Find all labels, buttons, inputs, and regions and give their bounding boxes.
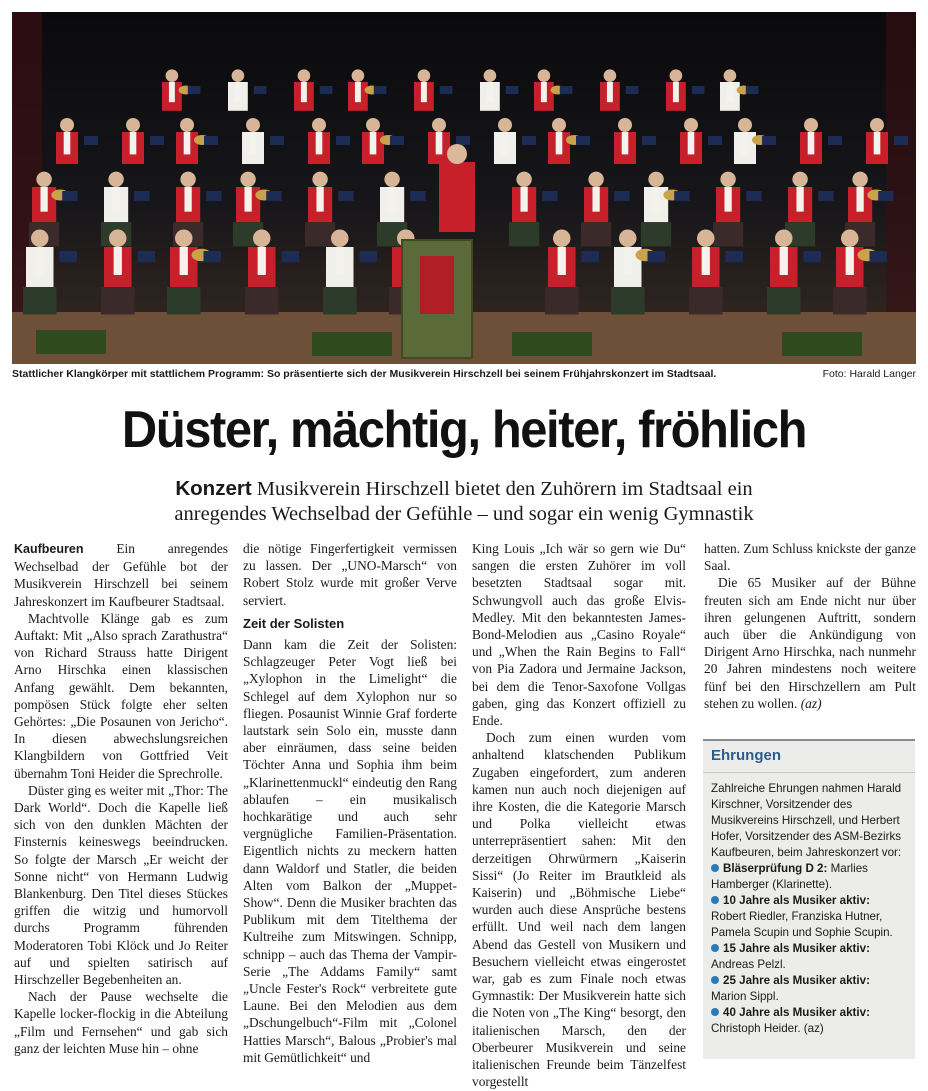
article-column-1 xyxy=(14,540,228,1057)
subhead-line1: Musikverein Hirschzell bietet den Zuhörern im Stadtsaal ein xyxy=(256,478,753,500)
headline: Düster, mächtig, heiter, fröhlich xyxy=(121,401,807,459)
photo-caption xyxy=(12,368,916,384)
bullet-icon xyxy=(711,896,719,904)
conductor xyxy=(439,162,475,232)
section-heading: Zeit der Solisten xyxy=(243,615,345,631)
honor-names: Marlies Hamberger (Klarinette). xyxy=(711,862,868,891)
honor-label: 25 Jahre als Musiker aktiv: xyxy=(723,974,870,987)
honor-names: Marion Sippl. xyxy=(711,990,779,1003)
honor-item xyxy=(711,893,907,941)
honor-label: Bläserprüfung D 2: xyxy=(723,862,828,875)
sidebar-title: Ehrungen xyxy=(703,741,915,773)
paragraph: Machtvolle Klänge gab es zum Auftakt: Mit „Also sprach Zarathustra“ von Richard Strauss hatte Dirigent Arno Hirschka einen klassischen Anfang gewählt. Dem bekannten, pompösen Stück folgte eher selten Gehörtes: „Die Posaunen von Jericho“. In diesen abwechslungsreichen Klangbildern von Gottfried Veit übernahm Toni Heider die Sprechrolle. xyxy=(14,610,228,781)
bullet-icon xyxy=(711,976,719,984)
paragraph: Ein anregendes Wechselbad der Gefühle bot der Musikverein Hirschzell bei seinem Jahreskonzert im Kaufbeurer Stadtsaal. xyxy=(14,541,228,609)
honor-item xyxy=(711,1005,907,1037)
honor-label: 40 Jahre als Musiker aktiv: xyxy=(723,1006,870,1019)
subheadline xyxy=(0,476,928,527)
paragraph: Düster ging es weiter mit „Thor: The Dark World“. Doch die Kapelle ließ sich von den dunklen Mächten der Finsternis keineswegs beeindrucken. So folgte der Marsch „Er weicht der Sonne nicht“ von Hermann Ludwig Blankenburg. Den Titel dieses Stückes griffen die witzig und humorvoll durchs Programm führenden Moderatoren Tobi Klöck und Jo Reiter auf und spielten satirisch auf Hirschzeller Begebenheiten an. xyxy=(14,782,228,988)
paragraph: hatten. Zum Schluss knickste der ganze Saal. xyxy=(704,541,916,574)
honor-names: Robert Riedler, Franziska Hutner, Pamela Scupin und Sophie Scupin. xyxy=(711,910,893,939)
paragraph: Die 65 Musiker auf der Bühne freuten sich am Ende nicht nur über ihren gelungenen Auftritt, sondern auch über die Ankündigung von Dirigent Arno Hirschka, nach nunmehr 20 Jahren mindestens noch weitere fünf bei den Hirschzellern am Pult stehen zu wollen. xyxy=(704,575,916,711)
paragraph: Dann kam die Zeit der Solisten: Schlagzeuger Peter Vogt ließ bei „Xylophon in the Limelight“ die Schlegel auf dem Xylophon nur so fliegen. Posaunist Winnie Graf forderte lautstark sein Solo ein, musste dann aber einräumen, dass seine beiden Töchter Anna und Sophia ihm beim „Klarinettenmuckl“ eindeutig den Rang ablaufen – ein musikalisch hochkarätige und auch sehr vergnügliche Familien-Präsentation. Eigentlich nichts zu meckern hatten dann Waldorf und Statler, die beiden Alten vom Balkon der „Muppet-Show“. Denn die Musiker brachten das Publikum mit dem Titelthema der Kultreihe zum Mitswingen. Schnipp, schnipp – auch das Thema der Vampir-Serie „The Addams Family“ samt „Uncle Fester's Rock“ verbreitete gute Laune. Bei den Melodien aus dem „Dschungelbuch“-Film mit „Colonel Hatties Marsch“, Balous „Probier's mal mit Gemütlichkeit“ und xyxy=(243,637,457,1065)
paragraph: King Louis „Ich wär so gern wie Du“ sangen die ersten Zuhörer im voll besetzten Stadtsaal sogar mit. Schwungvoll auch das große Elvis-Medley. Mit den bekanntesten James-Bond-Melodien aus „Casino Royale“ und „When the Rain Begins to Fall“ von Pia Zadora und Jermaine Jackson, bei dem die Tenor-Saxofone Vollgas gaben, ging das Konzert offiziell zu Ende. xyxy=(472,541,686,729)
author-signature: (az) xyxy=(800,695,822,711)
honor-label: 10 Jahre als Musiker aktiv: xyxy=(723,894,870,907)
paragraph: Nach der Pause wechselte die Kapelle locker-flockig in die Abteilung „Film und Fernsehen“ und gab sich ganz der leichten Muse hin – ohne xyxy=(14,989,228,1056)
caption-text: Stattlicher Klangkörper mit stattlichem Programm: So präsentierte sich der Musikverein Hirschzell bei seinem Frühjahrskonzert im Stadtsaal. xyxy=(12,368,717,380)
concert-photo xyxy=(12,12,916,364)
sidebar-ehrungen xyxy=(703,739,915,1059)
sidebar-intro: Zahlreiche Ehrungen nahmen Harald Kirschner, Vorsitzender des Musikvereins Hirschzell, und Herbert Hofer, Vorsitzender des ASM-Bezirks Kaufbeuren, beim Jahreskonzert vor: xyxy=(711,782,902,859)
paragraph: die nötige Fingerfertigkeit vermissen zu lassen. Der „UNO-Marsch“ von Robert Stolz wurde mit großer Verve serviert. xyxy=(243,541,457,608)
bullet-icon xyxy=(711,944,719,952)
bullet-icon xyxy=(711,864,719,872)
honor-names: Christoph Heider. (az) xyxy=(711,1022,824,1035)
band-illustration xyxy=(12,12,916,364)
bullet-icon xyxy=(711,1008,719,1016)
article-column-3 xyxy=(472,540,686,1091)
article-column-4 xyxy=(704,540,916,712)
honor-item xyxy=(711,941,907,973)
honor-label: 15 Jahre als Musiker aktiv: xyxy=(723,942,870,955)
article-column-2 xyxy=(243,540,457,1066)
photo-credit: Foto: Harald Langer xyxy=(822,368,916,380)
paragraph: Doch zum einen wurden vom anhaltend klatschenden Publikum Zugaben eingefordert, zum anderen kamen nun auch noch diejenigen auf ihre Kosten, die die Kategorie Marsch und Polka vielleicht etwas unterrepräsentiert sahen: Mit den derzeitigen Ohrwürmern „Kaiserin Sissi“ (Jo Reiter im Brautkleid als Kaiserin) und „Böhmische Liebe“ wurden auch diese Ansprüche bestens erfüllt. Und weil nach dem langen Abend das Gestell von Musikern und Besuchern vielleicht etwas eingerostet war, gab es zum Finale noch etwas Gymnastik: Der Musikverein hatte sich die Noten von „The King“ besorgt, den italienischen Marsch, den der Oberbeurer Musikverein und seine italienischen Freunde beim Tänzelfest vorgestellt xyxy=(472,730,686,1090)
honor-names: Andreas Pelzl. xyxy=(711,958,786,971)
subhead-line2: anregendes Wechselbad der Gefühle – und sogar ein wenig Gymnastik xyxy=(174,503,754,525)
honor-item xyxy=(711,973,907,1005)
dateline: Kaufbeuren xyxy=(14,542,84,556)
honor-item xyxy=(711,861,907,893)
podium-banner xyxy=(420,256,454,314)
subhead-kicker: Konzert xyxy=(175,477,252,500)
